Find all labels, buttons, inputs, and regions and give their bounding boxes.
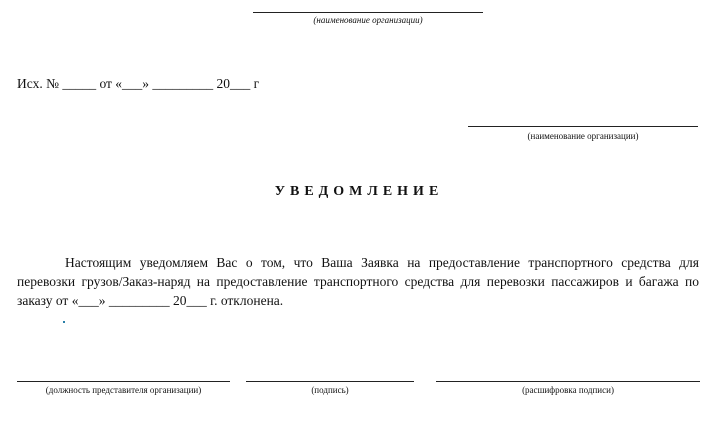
decryption-line	[436, 381, 700, 382]
stray-mark	[63, 321, 65, 323]
document-body	[17, 253, 699, 310]
signature-caption: (подпись)	[311, 385, 349, 395]
position-caption: (должность представителя организации)	[45, 385, 202, 395]
recipient-org-caption: (наименование организации)	[527, 131, 639, 141]
decryption-caption: (расшифровка подписи)	[522, 385, 614, 395]
signature-line	[246, 381, 414, 382]
body-paragraph: Настоящим уведомляем Вас о том, что Ваша Заявка на предоставление транспортного средства для перевозки грузов/Заказ-наряд на предоставление транспортного средства для перевозки пассажиров и багажа по заказу от «___» _________ 20___ г. отклонена.	[17, 255, 699, 308]
document-title: УВЕДОМЛЕНИЕ	[274, 184, 444, 199]
top-org-line	[253, 12, 483, 13]
top-org-caption: (наименование организации)	[313, 15, 423, 25]
outgoing-reference: Исх. № _____ от «___» _________ 20___ г	[17, 76, 260, 91]
recipient-org-line	[468, 126, 698, 127]
position-line	[17, 381, 230, 382]
